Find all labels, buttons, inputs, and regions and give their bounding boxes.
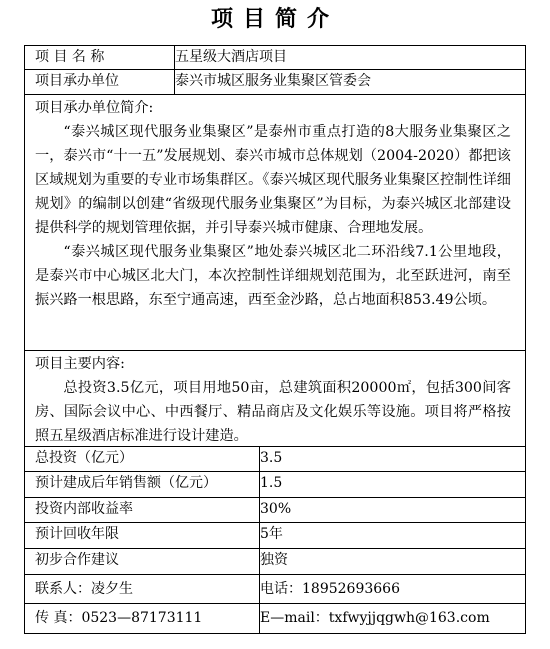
main-content-paragraph: 总投资3.5亿元，项目用地50亩，总建筑面积20000㎡，包括300间客房、国际会议中心、中西餐厅、精品商店及文化娱乐等设施。项目将严格按照五星级酒店标准进行设计建造。	[35, 380, 511, 444]
cooperation-label: 初步合作建议	[25, 549, 260, 574]
annual-sales-label: 预计建成后年销售额（亿元）	[25, 472, 260, 497]
organizer-intro-section	[25, 95, 525, 351]
organizer-row	[25, 70, 525, 95]
contact-email: E—mail：txfwyjjqgwh@163.com	[260, 610, 490, 626]
cooperation-value: 独资	[260, 552, 288, 568]
project-name-value: 五星级大酒店项目	[175, 49, 287, 65]
contact-phone: 电话：18952693666	[260, 581, 400, 597]
project-table	[24, 45, 526, 634]
annual-sales-value: 1.5	[260, 475, 283, 491]
contact-person: 联系人：凌夕生	[25, 575, 260, 603]
irr-value: 30%	[260, 501, 292, 517]
contact-fax: 传 真：0523—87173111	[25, 604, 260, 633]
organizer-intro-heading: 项目承办单位简介:	[35, 100, 154, 116]
irr-row	[25, 498, 525, 523]
annual-sales-row	[25, 472, 525, 498]
organizer-intro-paragraph-1: “泰兴城区现代服务业集聚区”是泰州市重点打造的8大服务业集聚区之一，泰兴市“十一五”发展规划、泰兴市城市总体规划（2004-2020）都把该区域规划为重要的专业市场集群区。《泰兴城区现代服务业集聚区控制性详细规划》的编制以创建“省级现代服务业集聚区”为目标，为泰兴城区北部建设提供科学的规划管理依据，并引导泰兴城市健康、合理地发展。	[35, 124, 511, 236]
total-investment-row	[25, 447, 525, 472]
cooperation-row	[25, 549, 525, 575]
total-investment-value: 3.5	[260, 450, 283, 466]
payback-value: 5年	[260, 526, 283, 542]
organizer-value: 泰兴市城区服务业集聚区管委会	[175, 73, 371, 89]
project-name-row	[25, 46, 525, 70]
total-investment-label: 总投资（亿元）	[25, 447, 260, 471]
contact-row	[25, 575, 525, 604]
main-content-heading: 项目主要内容:	[35, 356, 125, 372]
organizer-intro-paragraph-2: “泰兴城区现代服务业集聚区”地处泰兴城区北二环沿线7.1公里地段，是泰兴市中心城区北大门，本次控制性详细规划范围为，北至跃进河，南至振兴路一根思路，东至宁通高速，西至金沙路，总占地面积853.49公顷。	[35, 244, 511, 308]
project-name-label: 项 目 名 称	[25, 46, 175, 69]
main-content-section	[25, 351, 525, 447]
page-title: 项目简介	[210, 6, 339, 32]
irr-label: 投资内部收益率	[25, 498, 260, 522]
payback-label: 预计回收年限	[25, 523, 260, 548]
fax-email-row	[25, 604, 525, 633]
organizer-label: 项目承办单位	[25, 70, 175, 94]
payback-row	[25, 523, 525, 549]
